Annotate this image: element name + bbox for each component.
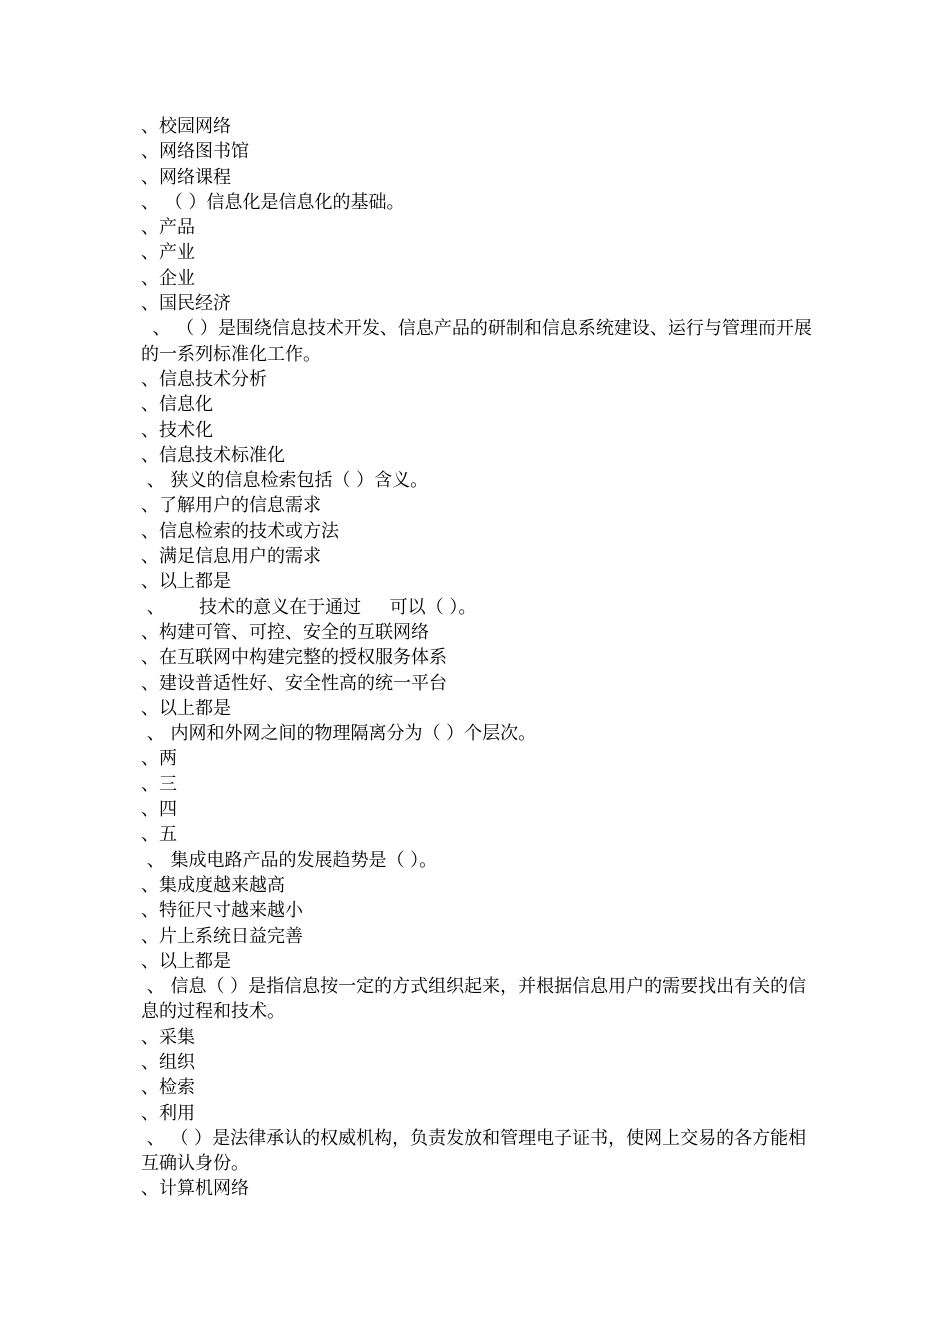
option-line: 、技术化 [141, 419, 213, 441]
option-line: 、五 [141, 824, 177, 846]
option-line: 、四 [141, 799, 177, 821]
question-line: 、 技术的意义在于通过 可以（ ）。 [141, 596, 477, 618]
question-line: 、 （ ）是法律承认的权威机构，负责发放和管理电子证书，使网上交易的各方能相互确认身份。 [141, 1127, 807, 1175]
option-line: 、校园网络 [141, 116, 231, 137]
option-line: 、利用 [141, 1102, 195, 1124]
option-line: 、两 [141, 748, 177, 770]
option-line: 、信息技术标准化 [141, 444, 285, 466]
question-line: 、 集成电路产品的发展趋势是（ ）。 [141, 849, 438, 871]
question-line: 、 狭义的信息检索包括（ ）含义。 [141, 470, 429, 492]
option-line: 、了解用户的信息需求 [141, 495, 321, 517]
option-line: 、以上都是 [141, 571, 231, 593]
option-line: 、信息技术分析 [141, 368, 267, 390]
question-line: 、 （ ）信息化是信息化的基础。 [141, 191, 405, 213]
option-line: 、三 [141, 773, 177, 795]
option-line: 、在互联网中构建完整的授权服务体系 [141, 647, 447, 669]
option-line: 、采集 [141, 1026, 195, 1048]
option-line: 、满足信息用户的需求 [141, 546, 321, 568]
option-line: 、以上都是 [141, 697, 231, 719]
option-line: 、网络图书馆 [141, 141, 249, 163]
option-line: 、产品 [141, 217, 195, 239]
option-line: 、建设普适性好、安全性高的统一平台 [141, 672, 447, 694]
document-body [141, 114, 813, 1202]
option-line: 、产业 [141, 242, 195, 264]
option-line: 、特征尺寸越来越小 [141, 900, 303, 922]
option-line: 、组织 [141, 1051, 195, 1073]
option-line: 、国民经济 [141, 293, 231, 315]
option-line: 、计算机网络 [141, 1178, 249, 1200]
option-line: 、企业 [141, 267, 195, 289]
option-line: 、集成度越来越高 [141, 874, 285, 896]
option-line: 、信息化 [141, 394, 213, 416]
question-line: 、 信息（ ）是指信息按一定的方式组织起来，并根据信息用户的需要找出有关的信息的过程和技术。 [141, 976, 807, 1023]
option-line: 、检索 [141, 1077, 195, 1099]
option-line: 、网络课程 [141, 166, 231, 188]
option-line: 、构建可管、可控、安全的互联网络 [141, 621, 429, 643]
option-line: 、以上都是 [141, 950, 231, 972]
option-line: 、片上系统日益完善 [141, 925, 303, 947]
question-line: 、 内网和外网之间的物理隔离分为（ ）个层次。 [141, 723, 537, 745]
question-line: 、 （ ）是围绕信息技术开发、信息产品的研制和信息系统建设、运行与管理而开展的一系列标准化工作。 [141, 318, 812, 365]
option-line: 、信息检索的技术或方法 [141, 520, 339, 542]
